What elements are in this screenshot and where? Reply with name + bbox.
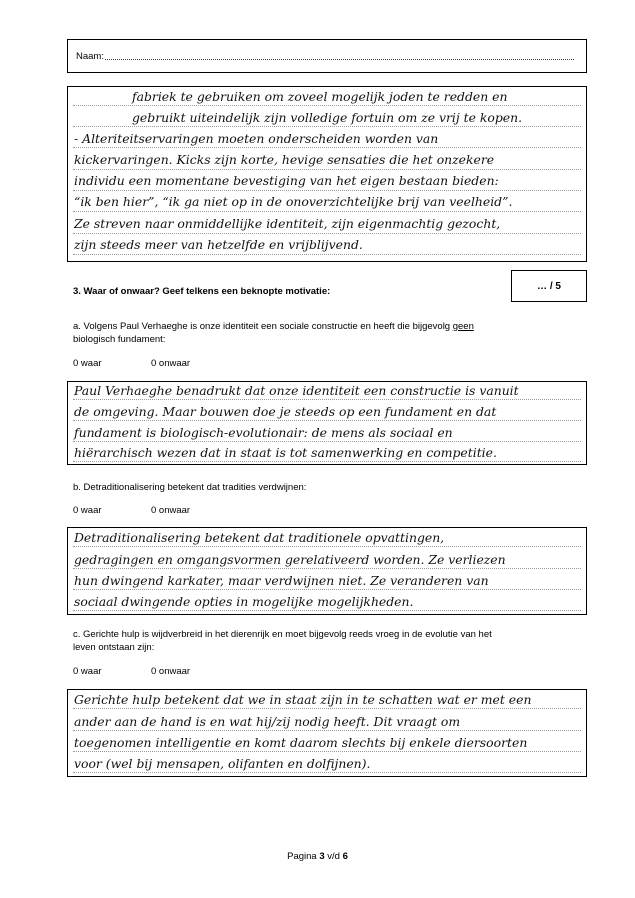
option-true[interactable]: 0 waar — [73, 666, 102, 677]
footer-middle: v/d — [324, 851, 343, 862]
answer-box-c — [67, 689, 587, 777]
ruled-line — [73, 461, 581, 462]
answer-line: de omgeving. Maar bouwen doe je steeds op een fundament en dat — [74, 404, 497, 419]
answer-line: - Alteriteitservaringen moeten onderscheiden worden van — [74, 131, 439, 146]
ruled-line — [73, 730, 581, 731]
option-true[interactable]: 0 waar — [73, 358, 102, 369]
answer-line: hun dwingend karkater, maar verdwijnen niet. Ze veranderen van — [74, 573, 489, 588]
ruled-line — [73, 233, 581, 234]
page-footer — [0, 851, 635, 862]
ruled-line — [73, 610, 581, 611]
question-text: c. Gerichte hulp is wijdverbreid in het dierenrijk en moet bijgevolg reeds vroeg in de evolutie van het — [73, 629, 492, 640]
ruled-line — [73, 751, 581, 752]
option-false[interactable]: 0 onwaar — [151, 358, 191, 369]
score-box — [511, 270, 587, 302]
ruled-line — [73, 708, 581, 709]
ruled-line — [73, 589, 581, 590]
ruled-line — [73, 147, 581, 148]
ruled-line — [73, 126, 581, 127]
question-c — [73, 628, 578, 654]
answer-box-b — [67, 527, 587, 615]
ruled-line — [73, 211, 581, 212]
answer-line: “ik ben hier”, “ik ga niet op in de onoverzichtelijke brij van veelheid”. — [74, 194, 513, 209]
answer-line: hiërarchisch wezen dat in staat is tot samenwerking en competitie. — [74, 445, 497, 460]
ruled-line — [73, 420, 581, 421]
ruled-line — [73, 772, 581, 773]
underlined-word: geen — [452, 321, 474, 332]
ruled-line — [73, 399, 581, 400]
question-text: a. Volgens Paul Verhaeghe is onze identiteit een sociale constructie en heeft die bijgevolg — [73, 321, 453, 332]
answer-line: individu een momentane bevestiging van het eigen bestaan bieden: — [74, 173, 499, 188]
footer-prefix: Pagina — [287, 851, 320, 862]
ruled-line — [73, 546, 581, 547]
page-number: 3 — [319, 851, 325, 862]
section-title: 3. Waar of onwaar? Geef telkens een beknopte motivatie: — [73, 286, 331, 297]
answer-line: fabriek te gebruiken om zoveel mogelijk joden te redden en — [132, 89, 508, 104]
ruled-line — [73, 105, 581, 106]
ruled-line — [73, 190, 581, 191]
answer-line: voor (wel bij mensapen, olifanten en dolfijnen). — [74, 756, 371, 771]
answer-line: Ze streven naar onmiddellijke identiteit, zijn eigenmachtig gezocht, — [74, 216, 501, 231]
option-false[interactable]: 0 onwaar — [151, 666, 191, 677]
answer-box-a — [67, 381, 587, 465]
answer-line: gedragingen en omgangsvormen gerelativeerd worden. Ze verliezen — [74, 552, 506, 567]
intro-answer-box — [67, 86, 587, 262]
answer-line: zijn steeds meer van hetzelfde en vrijblijvend. — [74, 237, 363, 252]
name-field[interactable] — [105, 59, 574, 60]
question-text: leven ontstaan zijn: — [73, 642, 155, 653]
question-a — [73, 320, 578, 346]
question-b — [73, 481, 578, 494]
answer-line: kickervaringen. Kicks zijn korte, hevige sensaties die het onzekere — [74, 152, 495, 167]
answer-line: toegenomen intelligentie en komt daarom slechts bij enkele diersoorten — [74, 735, 528, 750]
answer-line: Paul Verhaeghe benadrukt dat onze identiteit een constructie is vanuit — [74, 383, 519, 398]
ruled-line — [73, 169, 581, 170]
name-label: Naam: — [76, 51, 104, 62]
name-box — [67, 39, 587, 73]
option-true[interactable]: 0 waar — [73, 505, 102, 516]
answer-line: gebruikt uiteindelijk zijn volledige fortuin om ze vrij te kopen. — [132, 110, 523, 125]
score-text: … / 5 — [537, 280, 561, 292]
answer-line: fundament is biologisch-evolutionair: de mens als sociaal en — [74, 425, 453, 440]
ruled-line — [73, 568, 581, 569]
question-text: b. Detraditionalisering betekent dat tradities verdwijnen: — [73, 482, 307, 493]
answer-line: Detraditionalisering betekent dat traditionele opvattingen, — [74, 530, 445, 545]
question-text: biologisch fundament: — [73, 334, 166, 345]
ruled-line — [73, 254, 581, 255]
answer-line: sociaal dwingende opties in mogelijke mogelijkheden. — [74, 594, 414, 609]
option-false[interactable]: 0 onwaar — [151, 505, 191, 516]
answer-line: Gerichte hulp betekent dat we in staat zijn in te schatten wat er met een — [74, 692, 532, 707]
answer-line: ander aan de hand is en wat hij/zij nodig heeft. Dit vraagt om — [74, 714, 461, 729]
ruled-line — [73, 441, 581, 442]
page-total: 6 — [342, 851, 348, 862]
